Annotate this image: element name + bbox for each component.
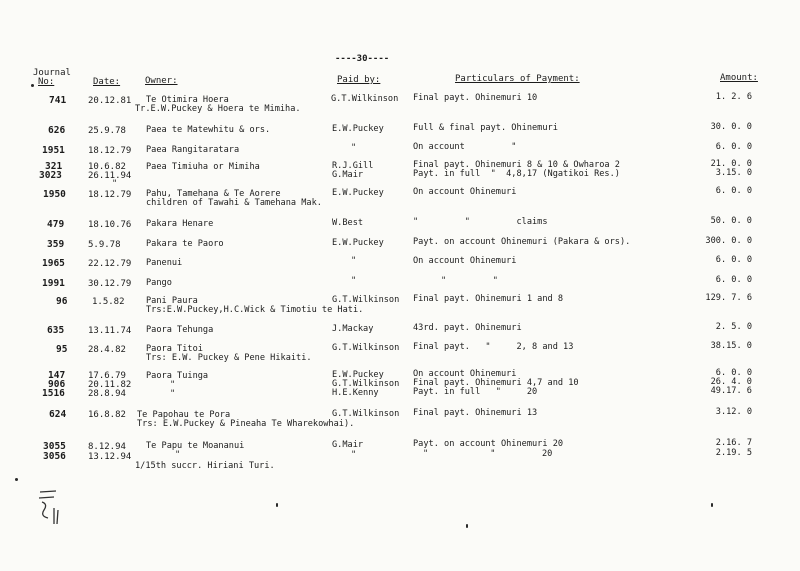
owner: Panenui	[146, 258, 183, 268]
date: 20.11.82	[88, 380, 132, 390]
header-paid-by: Paid by:	[337, 75, 381, 85]
owner: Paea Timiuha or Mimiha	[146, 162, 260, 172]
paid-by: G.T.Wilkinson	[332, 343, 400, 353]
date: 22.12.79	[88, 259, 132, 269]
particulars: Full & final payt. Ohinemuri	[413, 123, 558, 133]
owner-ditto: "	[175, 450, 181, 460]
paid-by: G.T.Wilkinson	[332, 295, 400, 305]
speck-mark	[711, 503, 713, 507]
header-journal-line2: No:	[38, 77, 55, 87]
date-ditto: "	[112, 179, 118, 189]
particulars: Final payt. " 2, 8 and 13	[413, 342, 574, 352]
amount: 30. 0. 0	[710, 122, 752, 132]
paid-by: H.E.Kenny	[332, 388, 379, 398]
owner: Pahu, Tamehana & Te Aorere	[146, 189, 281, 199]
owner: Paora Tuinga	[146, 371, 209, 381]
amount: 21. 0. 0	[710, 159, 752, 169]
date: 26.11.94	[88, 171, 132, 181]
date: 13.12.94	[88, 452, 132, 462]
owner-successor: 1/15th succr. Hiriani Turi.	[135, 461, 275, 471]
particulars: Final payt. Ohinemuri 13	[413, 408, 538, 418]
date: 16.8.82	[88, 410, 126, 420]
header-owner: Owner:	[145, 76, 178, 86]
journal-no: 3056	[43, 451, 66, 462]
header-particulars: Particulars of Payment:	[455, 74, 580, 84]
amount: 2.16. 7	[715, 438, 752, 448]
page-number: ----30----	[335, 54, 390, 64]
amount: 3.12. 0	[715, 407, 752, 417]
owner-trustees: Trs:E.W.Puckey,H.C.Wick & Timotiu te Hati.	[146, 305, 364, 315]
journal-no: 1991	[42, 278, 65, 289]
date: 18.12.79	[88, 190, 132, 200]
date: 18.12.79	[88, 146, 132, 156]
paid-by: E.W.Puckey	[332, 370, 384, 380]
particulars: Payt. in full " 20	[413, 387, 538, 397]
date: 17.6.79	[88, 371, 126, 381]
paid-by: E.W.Puckey	[332, 124, 384, 134]
particulars: " "	[441, 276, 498, 286]
hole-mark	[31, 84, 34, 87]
particulars: On account Ohinemuri	[413, 256, 517, 266]
journal-no: 1965	[42, 258, 65, 269]
amount: 1. 2. 6	[715, 92, 752, 102]
owner-ditto: "	[170, 380, 176, 390]
speck-mark	[466, 524, 468, 528]
paid-by: "	[351, 256, 357, 266]
journal-no: 95	[56, 344, 68, 355]
header-journal-line1: Journal	[33, 68, 71, 78]
speck-mark	[276, 503, 278, 507]
journal-no: 359	[47, 239, 65, 250]
paid-by: G.T.Wilkinson	[331, 94, 399, 104]
amount: 6. 0. 0	[715, 186, 752, 196]
journal-no: 479	[47, 219, 65, 230]
particulars: On account Ohinemuri	[413, 187, 517, 197]
owner: Te Papohau te Pora	[137, 410, 231, 420]
particulars: Payt. on account Ohinemuri 20	[413, 439, 564, 449]
journal-no: 1950	[43, 189, 66, 200]
amount: 50. 0. 0	[710, 216, 752, 226]
amount: 300. 0. 0	[705, 236, 752, 246]
date: 10.6.82	[88, 162, 126, 172]
owner: Pani Paura	[146, 296, 198, 306]
date: 5.9.78	[88, 240, 121, 250]
journal-no: 626	[48, 125, 66, 136]
paid-by: E.W.Puckey	[332, 238, 384, 248]
journal-no: 635	[47, 325, 65, 336]
paid-by: G.Mair	[332, 440, 364, 450]
amount: 6. 0. 0	[715, 142, 752, 152]
particulars: Payt. in full " 4,8,17 (Ngatikoi Res.)	[413, 169, 620, 179]
amount: 129. 7. 6	[705, 293, 752, 303]
journal-no: 1516	[42, 388, 65, 399]
particulars: Final payt. Ohinemuri 4,7 and 10	[413, 378, 579, 388]
paid-by: "	[351, 276, 357, 286]
journal-no: 624	[49, 409, 67, 420]
owner-trustees: Tr.E.W.Puckey & Hoera te Mimiha.	[135, 104, 301, 114]
date: 28.8.94	[88, 389, 126, 399]
particulars: Payt. on account Ohinemuri (Pakara & ors).	[413, 237, 631, 247]
particulars: On account "	[413, 142, 517, 152]
hole-mark	[15, 478, 18, 481]
owner-ditto: "	[170, 389, 176, 399]
journal-no: 1951	[42, 145, 65, 156]
paid-by: R.J.Gill	[332, 161, 374, 171]
date: 30.12.79	[88, 279, 132, 289]
date: 28.4.82	[88, 345, 126, 355]
particulars: 43rd. payt. Ohinemuri	[413, 323, 522, 333]
owner: Paora Tehunga	[146, 325, 214, 335]
amount: 6. 0. 0	[715, 275, 752, 285]
owner-trustees: Trs: E.W. Puckey & Pene Hikaiti.	[146, 353, 312, 363]
date: 20.12.81	[88, 96, 132, 106]
amount: 49.17. 6	[710, 386, 752, 396]
owner-children: children of Tawahi & Tamehana Mak.	[146, 198, 322, 208]
particulars: " " claims	[413, 217, 548, 227]
paid-by: W.Best	[332, 218, 364, 228]
paid-by: "	[351, 450, 357, 460]
particulars: On account Ohinemuri	[413, 369, 517, 379]
handwritten-mark	[34, 488, 64, 528]
owner: Paora Titoi	[146, 344, 203, 354]
journal-no: 147	[48, 370, 66, 381]
date: 1.5.82	[92, 297, 125, 307]
date: 25.9.78	[88, 126, 126, 136]
particulars: Final payt. Ohinemuri 1 and 8	[413, 294, 564, 304]
amount: 26. 4. 0	[710, 377, 752, 387]
owner-trustees: Trs: E.W.Puckey & Pineaha Te Wharekowhai).	[137, 419, 355, 429]
particulars: Final payt. Ohinemuri 10	[413, 93, 538, 103]
journal-no: 3055	[43, 441, 66, 452]
amount: 6. 0. 0	[715, 255, 752, 265]
header-date: Date:	[93, 77, 121, 87]
owner: Pakara te Paoro	[146, 239, 224, 249]
journal-no: 321	[45, 161, 63, 172]
header-amount: Amount:	[720, 73, 758, 83]
amount: 2.19. 5	[715, 448, 752, 458]
date: 8.12.94	[88, 442, 126, 452]
owner: Pango	[146, 278, 172, 288]
amount: 38.15. 0	[710, 341, 752, 351]
journal-no: 3023	[39, 170, 62, 181]
date: 13.11.74	[88, 326, 132, 336]
paid-by: G.T.Wilkinson	[332, 379, 400, 389]
owner: Te Papu te Moananui	[146, 441, 245, 451]
particulars: " " 20	[423, 449, 553, 459]
owner: Pakara Henare	[146, 219, 214, 229]
journal-no: 741	[49, 95, 67, 106]
owner: Paea Rangitaratara	[146, 145, 240, 155]
amount: 2. 5. 0	[715, 322, 752, 332]
paid-by: E.W.Puckey	[332, 188, 384, 198]
owner: Paea te Matewhitu & ors.	[146, 125, 271, 135]
paid-by: G.Mair	[332, 170, 364, 180]
journal-no: 96	[56, 296, 68, 307]
paid-by: J.Mackay	[332, 324, 374, 334]
particulars: Final payt. Ohinemuri 8 & 10 & Owharoa 2	[413, 160, 620, 170]
paid-by: "	[351, 143, 357, 153]
paid-by: G.T.Wilkinson	[332, 409, 400, 419]
amount: 6. 0. 0	[715, 368, 752, 378]
amount: 3.15. 0	[715, 168, 752, 178]
date: 18.10.76	[88, 220, 132, 230]
owner: Te Otimira Hoera	[146, 95, 229, 105]
journal-no: 906	[48, 379, 66, 390]
